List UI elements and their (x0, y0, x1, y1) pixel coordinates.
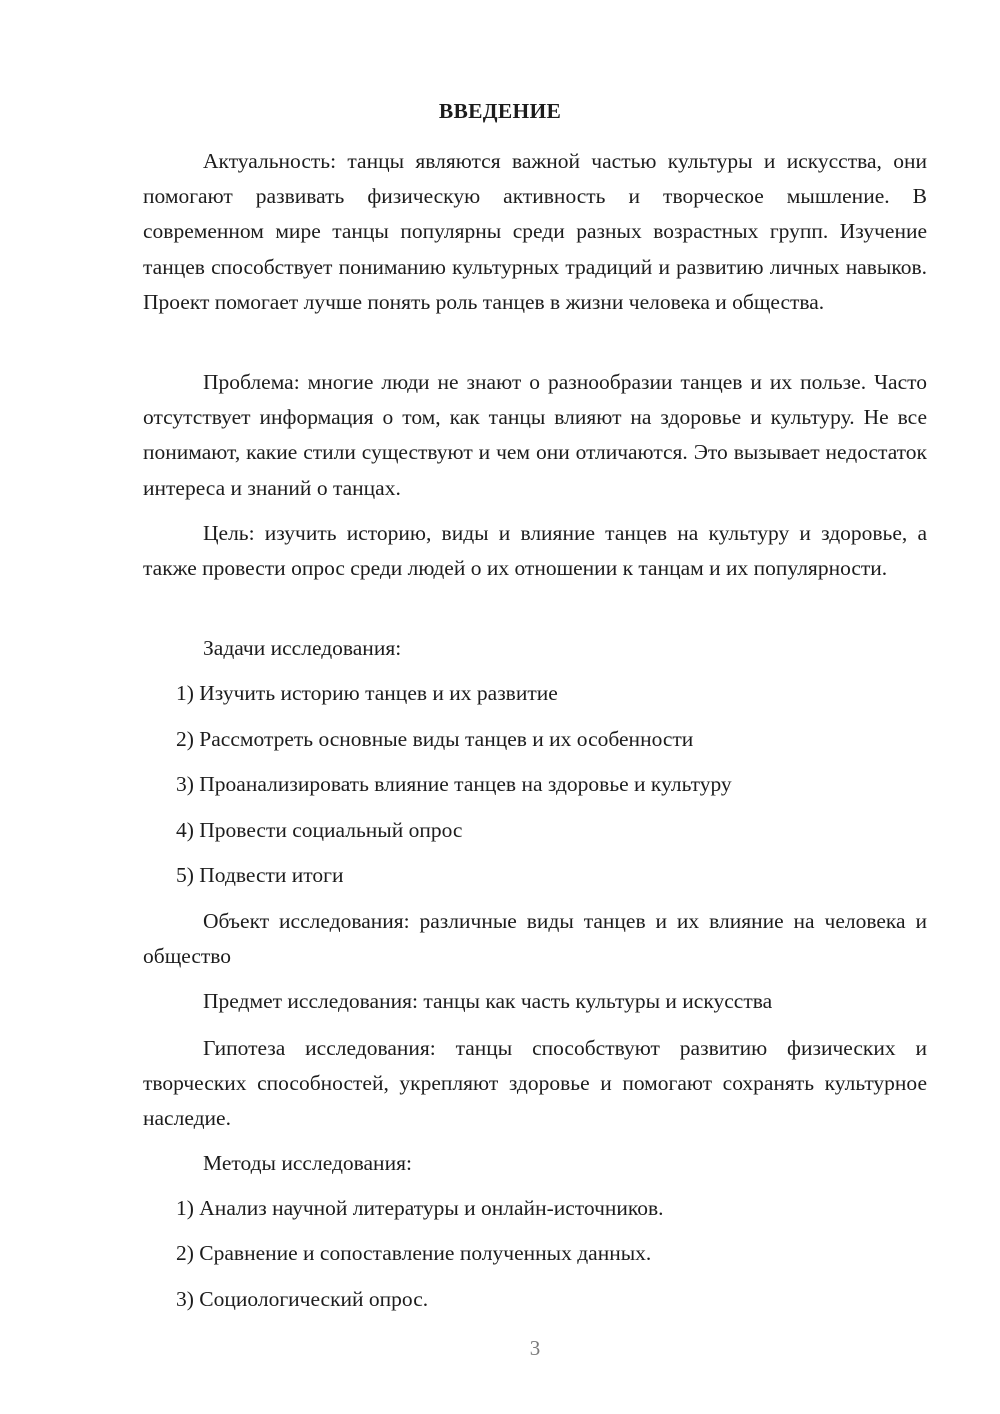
method-item: 3) Социологический опрос. (176, 1287, 429, 1311)
page-title: ВВЕДЕНИЕ (438, 99, 562, 123)
paragraph-problem: Проблема: многие люди не знают о разнообразии танцев и их пользе. Часто отсутствует информация о том, как танцы влияют на здоровье и культуру. Не все понимают, какие стили существуют и чем они отличаются. Это вызывает недостаток интереса и знаний о танцах. (143, 370, 927, 500)
tasks-heading: Задачи исследования: (203, 636, 402, 660)
methods-heading: Методы исследования: (203, 1151, 412, 1175)
task-item: 5) Подвести итоги (176, 863, 344, 887)
subject-line: Предмет исследования: танцы как часть культуры и искусства (203, 989, 773, 1013)
task-item: 1) Изучить историю танцев и их развитие (176, 681, 558, 705)
paragraph-object: Объект исследования: различные виды танцев и их влияние на человека и общество (143, 909, 927, 969)
paragraph-relevance: Актуальность: танцы являются важной частью культуры и искусства, они помогают развивать физическую активность и творческое мышление. В современном мире танцы популярны среди разных возрастных групп. Изучение танцев способствует пониманию культурных традиций и развитию личных навыков. Проект помогает лучше понять роль танцев в жизни человека и общества. (143, 149, 927, 314)
task-item: 3) Проанализировать влияние танцев на здоровье и культуру (176, 772, 732, 796)
task-item: 2) Рассмотреть основные виды танцев и их особенности (176, 727, 694, 751)
method-item: 2) Сравнение и сопоставление полученных данных. (176, 1241, 652, 1265)
paragraph-hypothesis: Гипотеза исследования: танцы способствуют развитию физических и творческих способностей, укрепляют здоровье и помогают сохранять культурное наследие. (143, 1036, 927, 1131)
task-item: 4) Провести социальный опрос (176, 818, 463, 842)
method-item: 1) Анализ научной литературы и онлайн-источников. (176, 1196, 664, 1220)
page-number: 3 (529, 1336, 541, 1360)
paragraph-goal: Цель: изучить историю, виды и влияние танцев на культуру и здоровье, а также провести опрос среди людей о их отношении к танцам и их популярности. (143, 521, 927, 581)
